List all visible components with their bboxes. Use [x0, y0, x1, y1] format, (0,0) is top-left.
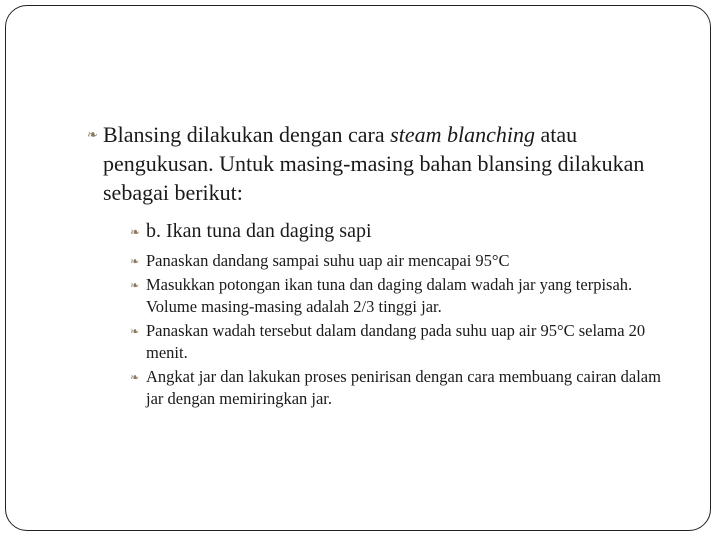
step-text: Panaskan wadah tersebut dalam dandang pada suhu uap air 95°C selama 20 menit. — [146, 320, 646, 362]
step-text: Angkat jar dan lakukan proses penirisan dengan cara membuang cairan dalam jar dengan memiringkan jar. — [146, 366, 661, 408]
bullet-fleuron-icon: ❧ — [130, 278, 140, 292]
bullet-fleuron-icon: ❧ — [130, 324, 140, 338]
bullet-fleuron-icon: ❧ — [130, 225, 141, 239]
list-item — [130, 366, 676, 411]
intro-text-suffix: atau pengukusan. Untuk masing-masing bahan blansing dilakukan sebagai berikut: — [103, 122, 645, 205]
bullet-fleuron-icon: ❧ — [130, 370, 140, 384]
intro-text-prefix: Blansing dilakukan dengan cara — [103, 122, 391, 147]
bullet-fleuron-icon: ❧ — [87, 128, 98, 143]
step-text: Masukkan potongan ikan tuna dan daging dalam wadah jar yang terpisah. Volume masing-masing adalah 2/3 tinggi jar. — [146, 274, 633, 316]
subheading — [130, 218, 666, 244]
list-item — [130, 274, 676, 319]
steps-list — [130, 250, 676, 412]
intro-text-italic: steam blanching — [390, 122, 535, 147]
subheading-text: b. Ikan tuna dan daging sapi — [146, 220, 372, 242]
bullet-fleuron-icon: ❧ — [130, 255, 140, 268]
intro-paragraph — [87, 120, 683, 207]
list-item — [130, 320, 676, 365]
step-text: Panaskan dandang sampai suhu uap air mencapai 95°C — [146, 251, 510, 270]
list-item — [130, 250, 676, 273]
